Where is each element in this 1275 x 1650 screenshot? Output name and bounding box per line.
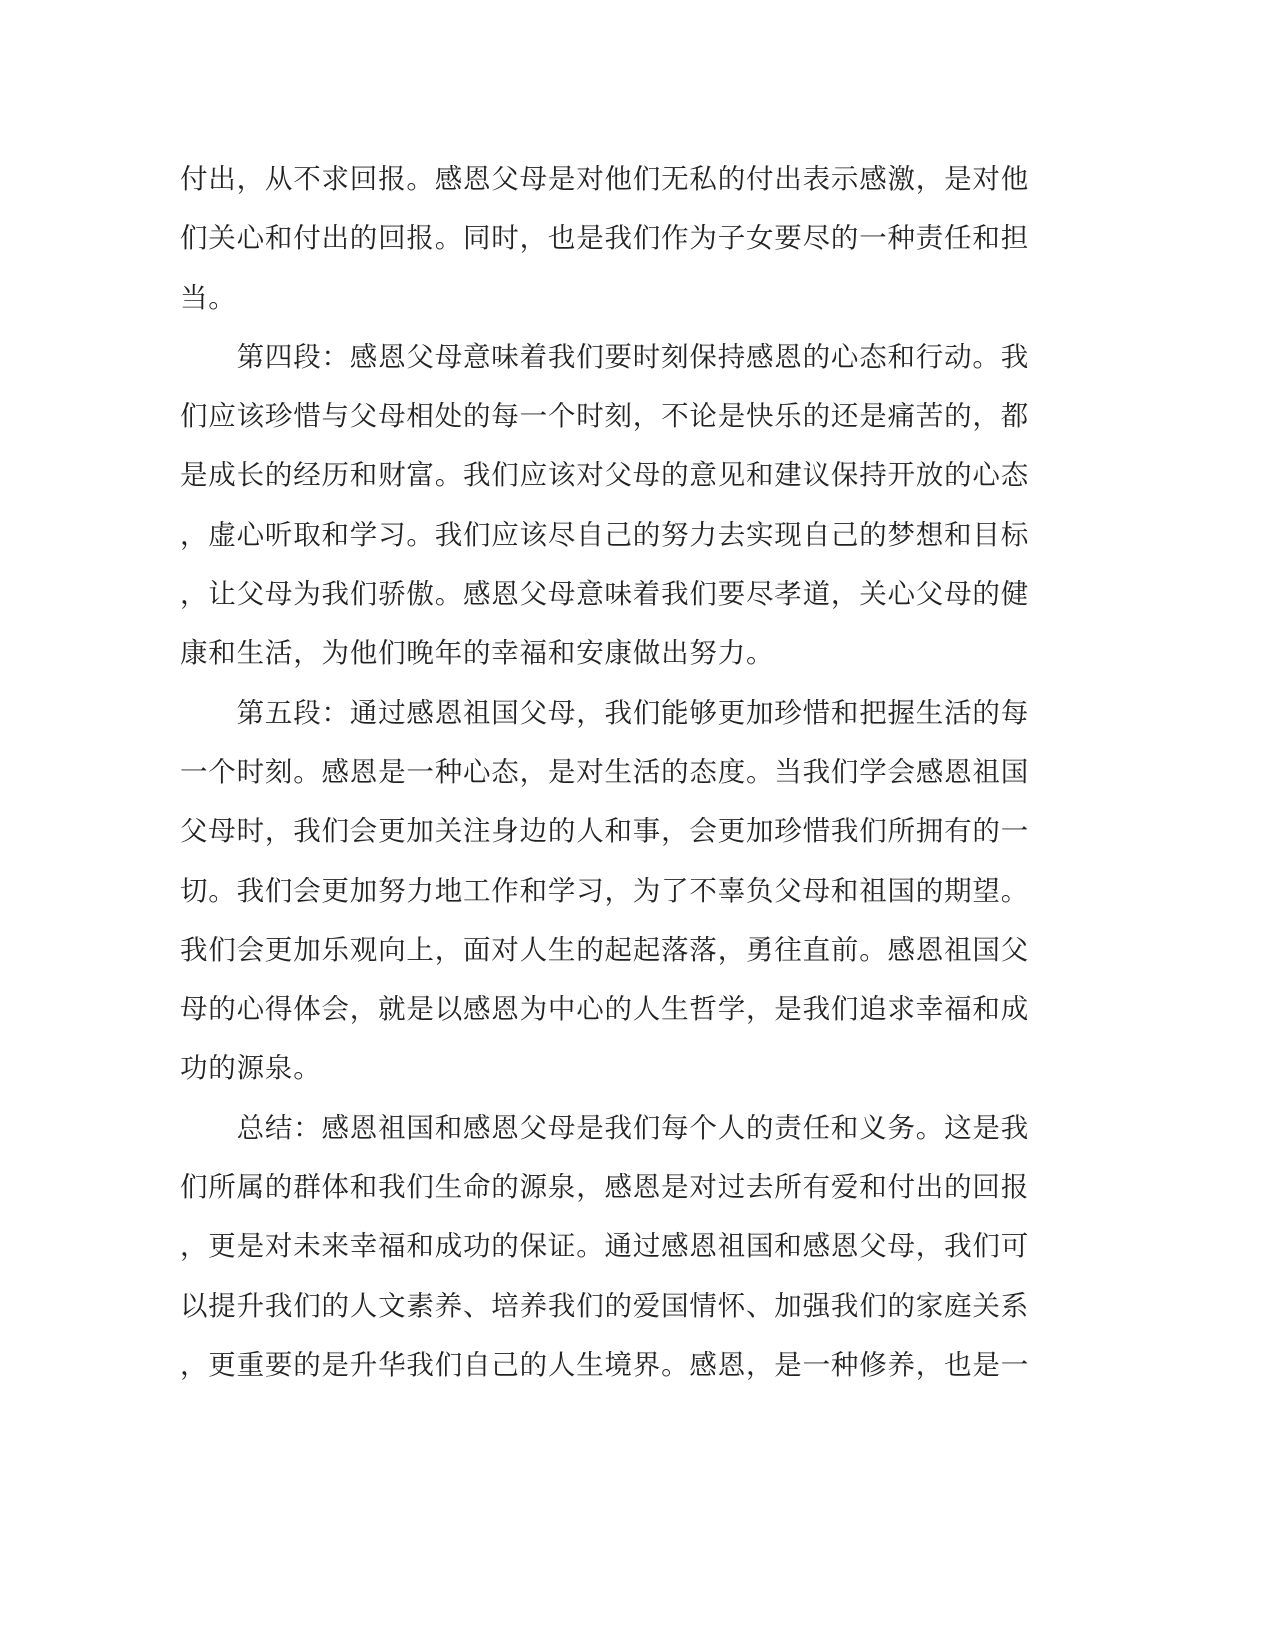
- text-line: ，更重要的是升华我们自己的人生境界。感恩，是一种修养，也是一: [180, 1348, 1029, 1381]
- text-line: 一个时刻。感恩是一种心态，是对生活的态度。当我们学会感恩祖国: [180, 755, 1029, 788]
- text-line: 们关心和付出的回报。同时，也是我们作为子女要尽的一种责任和担: [180, 222, 1029, 255]
- text-line: 康和生活，为他们晚年的幸福和安康做出努力。: [180, 637, 775, 670]
- text-line: 付出，从不求回报。感恩父母是对他们无私的付出表示感激，是对他: [180, 163, 1029, 195]
- text-line: 父母时，我们会更加关注身边的人和事，会更加珍惜我们所拥有的一: [180, 815, 1029, 848]
- text-line: 我们会更加乐观向上，面对人生的起起落落，勇往直前。感恩祖国父: [180, 933, 1029, 966]
- text-line: ，虚心听取和学习。我们应该尽自己的努力去实现自己的梦想和目标: [180, 518, 1029, 551]
- text-line: 是成长的经历和财富。我们应该对父母的意见和建议保持开放的心态: [180, 459, 1029, 492]
- text-line: 母的心得体会，就是以感恩为中心的人生哲学，是我们追求幸福和成: [180, 993, 1029, 1026]
- text-line: 功的源泉。: [180, 1052, 322, 1085]
- text-line: ，让父母为我们骄傲。感恩父母意味着我们要尽孝道，关心父母的健: [180, 578, 1029, 611]
- text-line: 切。我们会更加努力地工作和学习，为了不辜负父母和祖国的期望。: [180, 874, 1029, 907]
- body-text: [180, 150, 1030, 1395]
- paragraph-5-start: 第五段：通过感恩祖国父母，我们能够更加珍惜和把握生活的每: [180, 696, 1029, 729]
- text-line: 们应该珍惜与父母相处的每一个时刻，不论是快乐的还是痛苦的，都: [180, 400, 1029, 433]
- text-line: 以提升我们的人文素养、培养我们的爱国情怀、加强我们的家庭关系: [180, 1289, 1029, 1322]
- text-line: ，更是对未来幸福和成功的保证。通过感恩祖国和感恩父母，我们可: [180, 1230, 1029, 1263]
- summary-paragraph-start: 总结：感恩祖国和感恩父母是我们每个人的责任和义务。这是我: [180, 1111, 1029, 1144]
- text-line: 当。: [180, 281, 237, 314]
- text-line: 们所属的群体和我们生命的源泉，感恩是对过去所有爱和付出的回报: [180, 1171, 1029, 1204]
- paragraph-4-start: 第四段：感恩父母意味着我们要时刻保持感恩的心态和行动。我: [180, 340, 1029, 373]
